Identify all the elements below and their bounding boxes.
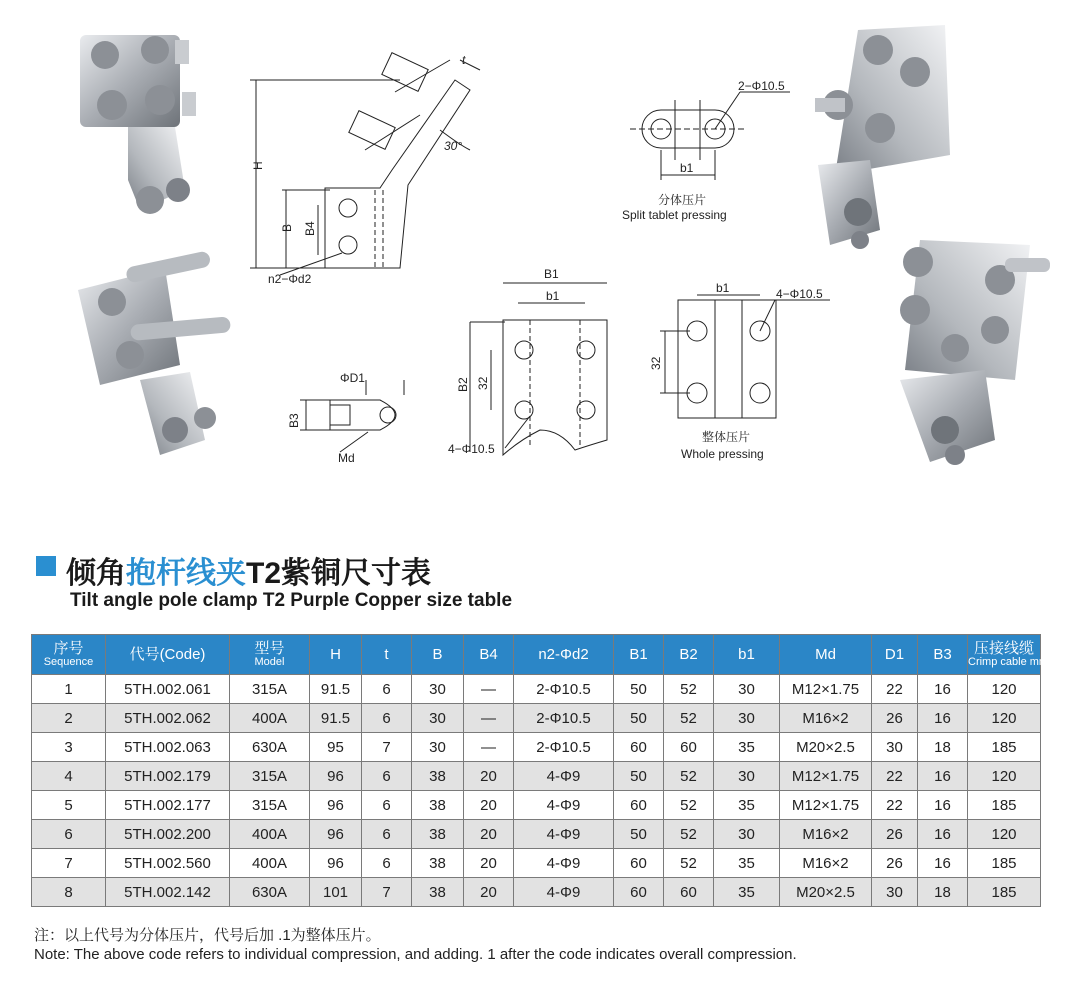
table-cell: 52	[664, 704, 714, 733]
table-row	[32, 733, 1041, 762]
table-cell: 315A	[230, 675, 310, 704]
table-cell: 20	[464, 878, 514, 907]
drawing-whole-pressing-labels	[649, 281, 823, 461]
table-cell: 96	[310, 820, 362, 849]
clamp-photo-bottom-right	[900, 240, 1050, 465]
drawing-side-view	[250, 53, 480, 275]
table-cell: 185	[968, 849, 1041, 878]
table-header-main: B4	[479, 645, 498, 663]
table-cell: 315A	[230, 762, 310, 791]
table-cell: 7	[362, 733, 412, 762]
table-header-cell	[106, 635, 230, 675]
table-cell: 35	[714, 791, 780, 820]
table-cell: 7	[362, 878, 412, 907]
table-row	[32, 820, 1041, 849]
table-cell: 5TH.002.061	[106, 675, 230, 704]
table-cell: 6	[362, 849, 412, 878]
table-cell: 101	[310, 878, 362, 907]
table-cell: 8	[32, 878, 106, 907]
table-header-cell	[412, 635, 464, 675]
table-cell: 30	[714, 675, 780, 704]
table-cell: 630A	[230, 733, 310, 762]
table-cell: 5TH.002.200	[106, 820, 230, 849]
table-cell: 5TH.002.142	[106, 878, 230, 907]
table-cell: 400A	[230, 849, 310, 878]
svg-text:n2−Φd2: n2−Φd2	[268, 272, 312, 286]
table-cell: 630A	[230, 878, 310, 907]
table-cell: 35	[714, 733, 780, 762]
svg-text:30°: 30°	[444, 139, 463, 153]
table-cell: M16×2	[780, 704, 872, 733]
table-header-cell	[32, 635, 106, 675]
table-header-row	[32, 635, 1041, 675]
table-cell: 6	[362, 704, 412, 733]
footnote-chinese: 注：以上代号为分体压片，代号后加 .1为整体压片。	[34, 927, 381, 944]
table-cell: 22	[872, 675, 918, 704]
table-header-main: Md	[815, 645, 836, 663]
svg-text:b1: b1	[546, 289, 560, 303]
table-cell: 4-Φ9	[514, 791, 614, 820]
title-square-icon	[36, 556, 56, 576]
table-cell: 50	[614, 675, 664, 704]
table-cell: 4-Φ9	[514, 762, 614, 791]
table-cell: 7	[32, 849, 106, 878]
table-cell: —	[464, 704, 514, 733]
table-cell: 18	[918, 733, 968, 762]
table-cell: 96	[310, 791, 362, 820]
table-cell: 30	[412, 704, 464, 733]
table-cell: 16	[918, 675, 968, 704]
table-cell: 6	[32, 820, 106, 849]
table-cell: 20	[464, 820, 514, 849]
svg-text:b1: b1	[680, 161, 694, 175]
title-english: Tilt angle pole clamp T2 Purple Copper size table	[70, 590, 513, 611]
table-cell: 30	[872, 733, 918, 762]
table-cell: 16	[918, 762, 968, 791]
table-cell: 38	[412, 820, 464, 849]
size-table	[31, 634, 1052, 907]
table-header-cell	[230, 635, 310, 675]
table-cell: 91.5	[310, 675, 362, 704]
drawing-side-view-labels	[251, 53, 466, 286]
table-cell: 5TH.002.063	[106, 733, 230, 762]
table-cell: 38	[412, 878, 464, 907]
table-cell: 3	[32, 733, 106, 762]
table-header-cell	[780, 635, 872, 675]
table-header-main: 序号	[53, 640, 84, 657]
drawing-plate-front	[470, 283, 607, 455]
table-header-main: B3	[933, 645, 952, 663]
svg-text:H: H	[251, 161, 265, 170]
table-cell: 30	[412, 733, 464, 762]
table-header-main: H	[330, 645, 341, 663]
svg-text:2−Φ10.5: 2−Φ10.5	[738, 79, 785, 93]
clamp-photo-bottom-left	[78, 250, 231, 455]
table-cell: 2-Φ10.5	[514, 675, 614, 704]
table-cell: 38	[412, 762, 464, 791]
table-cell: 50	[614, 820, 664, 849]
table-cell: 30	[412, 675, 464, 704]
table-cell: 52	[664, 791, 714, 820]
table-header-cell	[714, 635, 780, 675]
table-cell: 52	[664, 820, 714, 849]
table-header-sub: Model	[254, 656, 285, 668]
svg-text:Md: Md	[338, 451, 355, 465]
table-cell: 60	[614, 733, 664, 762]
table-cell: 6	[362, 675, 412, 704]
table-header-main: b1	[738, 645, 755, 663]
table-cell: 5TH.002.177	[106, 791, 230, 820]
table-cell: M12×1.75	[780, 675, 872, 704]
drawing-split-tablet	[630, 92, 790, 180]
table-header-cell	[464, 635, 514, 675]
svg-text:4−Φ10.5: 4−Φ10.5	[776, 287, 823, 301]
table-header-cell	[362, 635, 412, 675]
table-header-sub: Crimp cable mm²	[968, 656, 1052, 668]
table-cell: 1	[32, 675, 106, 704]
table-cell: —	[464, 675, 514, 704]
table-header-main: 压接线缆	[973, 640, 1034, 657]
table-cell: 50	[614, 762, 664, 791]
table-cell: 5TH.002.062	[106, 704, 230, 733]
table-cell: 4-Φ9	[514, 820, 614, 849]
svg-text:B3: B3	[287, 413, 301, 428]
table-cell: 5	[32, 791, 106, 820]
table-header-cell	[514, 635, 614, 675]
table-row	[32, 704, 1041, 733]
table-header-main: n2-Φd2	[538, 645, 589, 663]
table-row	[32, 791, 1041, 820]
table-header-cell	[310, 635, 362, 675]
table-row	[32, 849, 1041, 878]
svg-text:ΦD1: ΦD1	[340, 371, 365, 385]
table-cell: 96	[310, 762, 362, 791]
table-cell: 16	[918, 820, 968, 849]
table-header-main: D1	[884, 645, 905, 663]
table-cell: 26	[872, 820, 918, 849]
table-cell: 185	[968, 733, 1041, 762]
title-cn-highlight: 抱杆线夹	[126, 557, 246, 590]
table-cell: 22	[872, 762, 918, 791]
svg-text:B2: B2	[456, 377, 470, 392]
table-cell: 4-Φ9	[514, 849, 614, 878]
svg-text:B1: B1	[544, 267, 559, 281]
table-cell: 4-Φ9	[514, 878, 614, 907]
table-cell: 52	[664, 849, 714, 878]
table-cell: 60	[614, 878, 664, 907]
table-cell: 60	[614, 849, 664, 878]
table-cell: M16×2	[780, 849, 872, 878]
table-cell: 16	[918, 791, 968, 820]
table-cell: 35	[714, 878, 780, 907]
table-cell: 2-Φ10.5	[514, 733, 614, 762]
table-row	[32, 878, 1041, 907]
table-cell: 185	[968, 791, 1041, 820]
svg-text:B: B	[280, 223, 294, 232]
title-cn-prefix: 倾角	[66, 557, 126, 590]
table-cell: 6	[362, 820, 412, 849]
table-cell: 91.5	[310, 704, 362, 733]
table-cell: 6	[362, 762, 412, 791]
table-cell: 4	[32, 762, 106, 791]
svg-text:B4: B4	[303, 221, 317, 236]
table-cell: 400A	[230, 704, 310, 733]
table-cell: 20	[464, 791, 514, 820]
table-cell: 2	[32, 704, 106, 733]
table-cell: 20	[464, 762, 514, 791]
table-cell: 18	[918, 878, 968, 907]
drawing-whole-pressing	[660, 295, 830, 418]
table-cell: 2-Φ10.5	[514, 704, 614, 733]
table-cell: 120	[968, 704, 1041, 733]
svg-text:t: t	[462, 53, 466, 67]
table-cell: 96	[310, 849, 362, 878]
table-cell: 6	[362, 791, 412, 820]
table-cell: 35	[714, 849, 780, 878]
table-cell: 60	[664, 878, 714, 907]
table-cell: 38	[412, 791, 464, 820]
table-header-cell	[614, 635, 664, 675]
svg-text:分体压片: 分体压片	[658, 193, 707, 207]
table-cell: 16	[918, 704, 968, 733]
table-cell: 120	[968, 820, 1041, 849]
table-header-main: B1	[629, 645, 648, 663]
footnote-english: Note: The above code refers to individual compression, and adding. 1 after the code indicates overall compression.	[34, 946, 797, 963]
table-header-sub: Sequence	[43, 656, 94, 668]
svg-text:b1: b1	[716, 281, 730, 295]
table-header-main: 型号	[254, 640, 285, 657]
table-cell: 30	[872, 878, 918, 907]
clamp-photo-top-right	[815, 25, 950, 249]
table-cell: 38	[412, 849, 464, 878]
table-cell: 52	[664, 675, 714, 704]
table-header-main: B2	[679, 645, 698, 663]
table-cell: 30	[714, 704, 780, 733]
table-cell: 50	[614, 704, 664, 733]
svg-text:4−Φ10.5: 4−Φ10.5	[448, 442, 495, 456]
table-cell: 400A	[230, 820, 310, 849]
table-cell: M12×1.75	[780, 791, 872, 820]
table-cell: —	[464, 733, 514, 762]
drawing-eye-detail	[300, 380, 404, 452]
table-cell: 5TH.002.560	[106, 849, 230, 878]
table-cell: 120	[968, 762, 1041, 791]
table-header-main: 代号(Code)	[129, 645, 206, 663]
table-header-main: B	[432, 645, 443, 663]
table-body	[32, 675, 1041, 907]
title-chinese	[66, 548, 431, 592]
footnote	[34, 926, 797, 964]
svg-text:Whole pressing: Whole pressing	[681, 447, 764, 461]
drawing-eye-detail-labels	[287, 371, 365, 465]
drawing-split-tablet-labels	[622, 79, 785, 222]
table-cell: 95	[310, 733, 362, 762]
table-cell: 20	[464, 849, 514, 878]
table-cell: 185	[968, 878, 1041, 907]
table-header-cell	[918, 635, 968, 675]
table-cell: 22	[872, 791, 918, 820]
clamp-photo-top-left	[80, 35, 196, 214]
svg-text:Split tablet pressing: Split tablet pressing	[622, 208, 727, 222]
table-cell: 30	[714, 762, 780, 791]
title-cn-suffix: T2紫铜尺寸表	[246, 557, 432, 590]
table-cell: 30	[714, 820, 780, 849]
drawing-plate-front-labels	[448, 267, 560, 456]
table-cell: 315A	[230, 791, 310, 820]
table-cell: M12×1.75	[780, 762, 872, 791]
table-cell: 120	[968, 675, 1041, 704]
svg-text:整体压片: 整体压片	[702, 430, 751, 444]
table-header-cell	[968, 635, 1052, 675]
table-cell: 52	[664, 762, 714, 791]
svg-text:32: 32	[476, 376, 490, 390]
table-cell: 5TH.002.179	[106, 762, 230, 791]
table-header-main: t	[384, 645, 389, 663]
svg-text:32: 32	[649, 356, 663, 370]
table-cell: 60	[664, 733, 714, 762]
table-row	[32, 675, 1041, 704]
table-cell: M20×2.5	[780, 878, 872, 907]
table-header-cell	[872, 635, 918, 675]
table-cell: M20×2.5	[780, 733, 872, 762]
table-cell: M16×2	[780, 820, 872, 849]
table-cell: 26	[872, 849, 918, 878]
table-cell: 60	[614, 791, 664, 820]
table-cell: 26	[872, 704, 918, 733]
table-cell: 16	[918, 849, 968, 878]
table-row	[32, 762, 1041, 791]
table-header-cell	[664, 635, 714, 675]
